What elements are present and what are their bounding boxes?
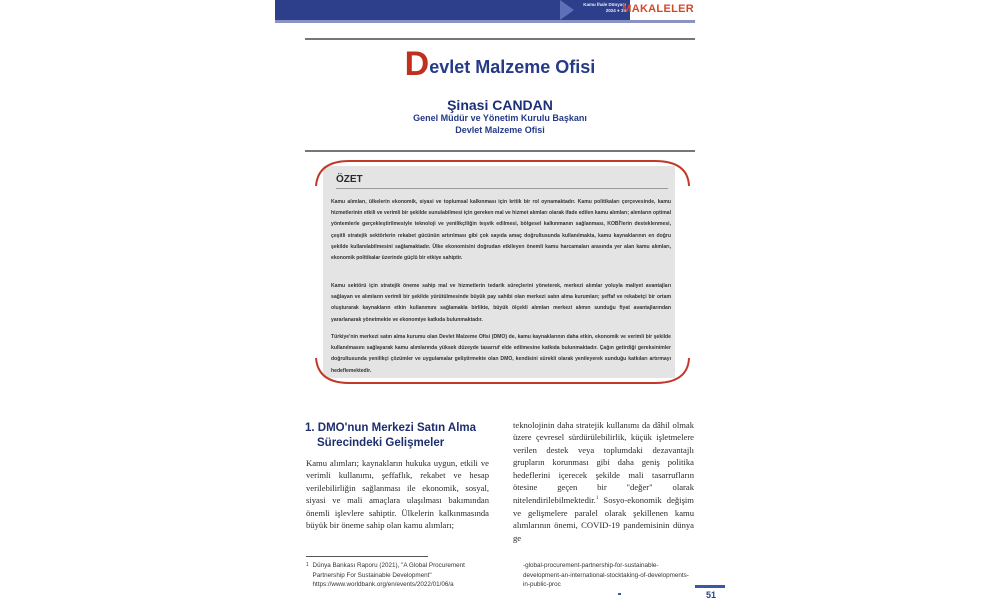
footer-mark xyxy=(618,593,621,595)
author-role: Genel Müdür ve Yönetim Kurulu Başkanı xyxy=(413,113,587,123)
page-number: 51 xyxy=(706,590,717,600)
body-text: Sosyo-ekonomik değişim ve gelişmelere paralel olarak şekillenen kamu alımlarının önemi, COVID-19 pandemisinin dünya ge xyxy=(513,495,694,543)
header-arrow-icon xyxy=(560,0,574,20)
title-initial: D xyxy=(404,45,430,83)
body-column-left: Kamu alımları; kaynakların hukuka uygun, etkili ve verimli kullanımı, şeffaflık, rekabet ve hesap verilebilirliğin sağlanması ile ekonomik, sosyal, siyasi ve mali amaçlara ulaşılması bakımından önemli işlevlere sahiptir. Ülkelerin kalkınmasında büyük bir öneme sahip olan kamu alımları; xyxy=(306,458,489,531)
author-affiliation: Devlet Malzeme Ofisi xyxy=(455,125,545,135)
footnote-text: Dünya Bankası Raporu (2021), "A Global Procurement Partnership For Sustainable Development" https://www.worldbank.org/en/events/2022/01/06/a xyxy=(312,562,465,589)
article-title xyxy=(305,45,695,84)
top-rule xyxy=(305,38,695,40)
section-tab xyxy=(622,0,700,20)
section-label: MAKALELER xyxy=(622,3,694,15)
page-number-bar xyxy=(695,585,725,588)
section-heading-line: Sürecindeki Gelişmeler xyxy=(317,437,445,449)
publication-name: Kamu İhale Dünyası xyxy=(583,2,626,7)
title-rule xyxy=(305,150,695,152)
footnote-number: 1 xyxy=(306,562,309,568)
abstract-divider xyxy=(336,188,668,189)
abstract-paragraph: Türkiye'nin merkezi satın alma kurumu olan Devlet Malzeme Ofisi (DMO) de, kamu kaynaklarının daha etkin, ekonomik ve verimli bir şekilde kullanılmasını sağlayarak kamu alımlarında yüksek düzeyde tasarruf elde edilmesine katkıda bulunmaktadır. Çağın getirdiği gereksinimler doğrultusunda yenilikçi çözümler ve uygulamalar geliştirmekte olan DMO, kendisini sürekli olarak yenileyerek sunduğu katkıları artırmayı hedeflemektedir. xyxy=(331,334,671,374)
abstract-paragraph: Kamu alımları, ülkelerin ekonomik, siyasi ve toplumsal kalkınması için kritik bir rol oynamaktadır. Kamu politikaları çerçevesinde, kamu hizmetlerinin etkili ve verimli bir şekilde sunulabilmesi için gereken mal ve hizmet alımları olarak ifade edilen kamu alımları; alımların optimal yöntemlerle gerçekleştirilmesiyle teknoloji ve yenilikçiliğin teşvik edilmesi, bölgesel kalkınmanın sağlanması, KOBİ'lerin desteklenmesi, çeşitli stratejik sektörlerin rekabet gücünün artırılması gibi çok sayıda amaç doğrultusunda kullanılmakta, kamu kaynaklarının en doğru şekilde kullanılabilmesini sağlamaktadır. Ülke ekonomisini doğrudan etkileyen önemli kamu harcamaları arasında yer alan kamu alımları, ekonomik politikalar üzerinde güçlü bir etkiye sahiptir. xyxy=(331,199,671,262)
abstract-paragraph: Kamu sektörü için stratejik öneme sahip mal ve hizmetlerin tedarik süreçlerini yöneterek, merkezi alımlar yoluyla maliyet avantajları sağlayan ve alımların verimli bir şekilde yürütülmesinde büyük pay sahibi olan merkezi satın alma kurumları; şeffaf ve rekabetçi bir ortam oluşturarak kaynakların etkin kullanımını sağlamakla birlikte, büyük ölçekli alımları merkezi alımın sunduğu fiyat avantajlarından yararlanarak yönetmekte ve ekonomiye katkıda bulunmaktadır. xyxy=(331,283,671,323)
body-column-right xyxy=(513,419,694,544)
abstract-label: ÖZET xyxy=(336,174,363,185)
publication-label xyxy=(578,2,626,14)
section-heading xyxy=(305,421,495,451)
header-band-accent xyxy=(275,20,695,23)
footnote xyxy=(306,561,489,590)
footnote-ref: 1 xyxy=(595,496,599,502)
author-name: Şinasi CANDAN xyxy=(447,97,553,113)
footnote-continuation: -global-procurement-partnership-for-sustainable-development-an-international-stocktaking-of-developments-in-public-proc xyxy=(523,562,689,589)
body-text: teknolojinin daha stratejik kullanımı da dâhil olmak üzere çevresel sürdürülebilirlik, küçük işletmelere verilen destek veya toplumdaki dezavantajlı grupların korunması gibi daha geniş politika hedeflerini içerecek şekilde mali tasarrufların ötesine geçen bir "değer" olarak nitelendirilebilmektedir. xyxy=(513,420,694,506)
footnote-rule xyxy=(306,556,428,557)
section-heading-line: 1. DMO'nun Merkezi Satın Alma xyxy=(305,422,477,434)
publication-issue: 2024 ● 35 xyxy=(605,8,626,13)
title-rest: evlet Malzeme Ofisi xyxy=(429,57,596,77)
